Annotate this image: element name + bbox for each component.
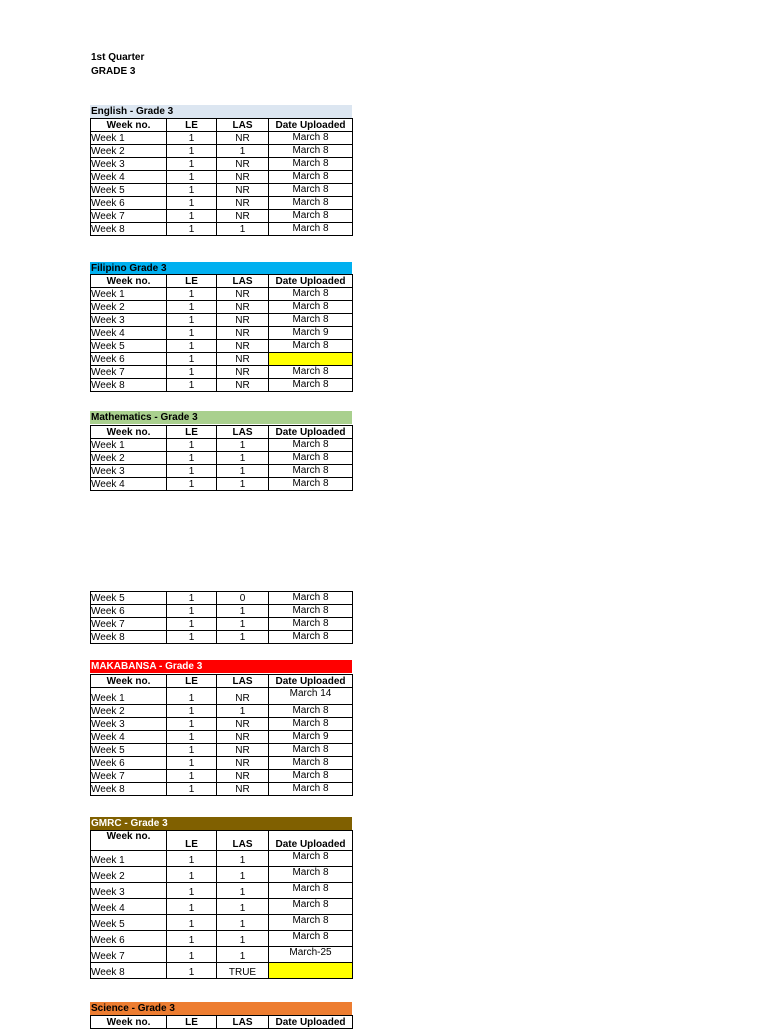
le-cell: 1 <box>167 947 217 963</box>
week-cell: Week 1 <box>91 851 167 867</box>
week-cell: Week 1 <box>91 288 167 301</box>
week-cell: Week 1 <box>91 132 167 145</box>
le-cell: 1 <box>167 171 217 184</box>
las-cell: NR <box>217 340 269 353</box>
las-cell: NR <box>217 718 269 731</box>
date-cell: March 8 <box>269 439 353 452</box>
table-row <box>91 379 353 392</box>
week-cell: Week 6 <box>91 605 167 618</box>
las-cell: 1 <box>217 465 269 478</box>
las-cell: NR <box>217 731 269 744</box>
table-row <box>91 899 353 915</box>
week-cell: Week 4 <box>91 478 167 491</box>
las-cell: 0 <box>217 592 269 605</box>
le-cell: 1 <box>167 197 217 210</box>
week-cell: Week 6 <box>91 197 167 210</box>
date-cell: March 9 <box>269 327 353 340</box>
le-cell: 1 <box>167 223 217 236</box>
week-cell: Week 2 <box>91 145 167 158</box>
week-cell: Week 1 <box>91 439 167 452</box>
english-title: English - Grade 3 <box>90 105 352 118</box>
le-cell: 1 <box>167 465 217 478</box>
col-le: LE <box>167 1016 217 1029</box>
le-cell: 1 <box>167 301 217 314</box>
le-cell: 1 <box>167 915 217 931</box>
table-row <box>91 197 353 210</box>
quarter-label: 1st Quarter <box>91 52 145 63</box>
le-cell: 1 <box>167 618 217 631</box>
week-cell: Week 5 <box>91 915 167 931</box>
las-cell: NR <box>217 314 269 327</box>
table-row <box>91 366 353 379</box>
le-cell: 1 <box>167 145 217 158</box>
le-cell: 1 <box>167 184 217 197</box>
table-row <box>91 757 353 770</box>
le-cell: 1 <box>167 963 217 979</box>
date-cell: March 8 <box>269 340 353 353</box>
table-row <box>91 867 353 883</box>
date-cell: March 8 <box>269 301 353 314</box>
date-cell: March 8 <box>269 618 353 631</box>
filipino-title: Filipino Grade 3 <box>90 262 352 275</box>
table-row <box>91 783 353 796</box>
week-cell: Week 6 <box>91 353 167 366</box>
las-cell: NR <box>217 757 269 770</box>
date-cell: March 8 <box>269 931 353 947</box>
las-cell: NR <box>217 210 269 223</box>
week-cell: Week 8 <box>91 223 167 236</box>
col-las: LAS <box>217 675 269 688</box>
header-row <box>91 1016 353 1029</box>
col-le: LE <box>167 426 217 439</box>
le-cell: 1 <box>167 353 217 366</box>
las-cell: NR <box>217 688 269 705</box>
table-row <box>91 883 353 899</box>
week-cell: Week 5 <box>91 744 167 757</box>
week-cell: Week 4 <box>91 899 167 915</box>
col-le: LE <box>167 831 217 851</box>
le-cell: 1 <box>167 210 217 223</box>
date-cell: March 8 <box>269 210 353 223</box>
week-cell: Week 2 <box>91 452 167 465</box>
las-cell: 1 <box>217 867 269 883</box>
col-le: LE <box>167 675 217 688</box>
week-cell: Week 8 <box>91 631 167 644</box>
las-cell: 1 <box>217 439 269 452</box>
table-row <box>91 770 353 783</box>
las-cell: 1 <box>217 478 269 491</box>
header-row <box>91 119 353 132</box>
las-cell: NR <box>217 366 269 379</box>
le-cell: 1 <box>167 605 217 618</box>
date-cell: March 8 <box>269 718 353 731</box>
le-cell: 1 <box>167 744 217 757</box>
date-cell <box>269 353 353 366</box>
las-cell: 1 <box>217 947 269 963</box>
header-row <box>91 675 353 688</box>
date-cell: March 8 <box>269 770 353 783</box>
le-cell: 1 <box>167 883 217 899</box>
header-row <box>91 426 353 439</box>
table-row <box>91 439 353 452</box>
date-cell: March 8 <box>269 132 353 145</box>
las-cell: NR <box>217 327 269 340</box>
week-cell: Week 4 <box>91 731 167 744</box>
le-cell: 1 <box>167 631 217 644</box>
table-row <box>91 158 353 171</box>
science-title: Science - Grade 3 <box>90 1002 352 1015</box>
gmrc-table <box>90 830 353 979</box>
date-cell: March 8 <box>269 158 353 171</box>
week-cell: Week 7 <box>91 947 167 963</box>
las-cell: NR <box>217 379 269 392</box>
date-cell: March 8 <box>269 145 353 158</box>
header-row <box>91 275 353 288</box>
las-cell: TRUE <box>217 963 269 979</box>
table-row <box>91 963 353 979</box>
col-le: LE <box>167 119 217 132</box>
le-cell: 1 <box>167 931 217 947</box>
table-row <box>91 592 353 605</box>
las-cell: NR <box>217 184 269 197</box>
col-week: Week no. <box>91 119 167 132</box>
week-cell: Week 8 <box>91 379 167 392</box>
date-cell: March 8 <box>269 223 353 236</box>
date-cell: March 8 <box>269 184 353 197</box>
table-row <box>91 314 353 327</box>
date-cell: March 8 <box>269 605 353 618</box>
week-cell: Week 7 <box>91 770 167 783</box>
le-cell: 1 <box>167 288 217 301</box>
week-cell: Week 6 <box>91 931 167 947</box>
date-cell: March 14 <box>269 688 353 705</box>
le-cell: 1 <box>167 478 217 491</box>
le-cell: 1 <box>167 867 217 883</box>
las-cell: NR <box>217 158 269 171</box>
week-cell: Week 3 <box>91 314 167 327</box>
science-table <box>90 1015 353 1029</box>
le-cell: 1 <box>167 366 217 379</box>
week-cell: Week 5 <box>91 184 167 197</box>
date-cell: March 8 <box>269 366 353 379</box>
week-cell: Week 2 <box>91 705 167 718</box>
col-le: LE <box>167 275 217 288</box>
col-date: Date Uploaded <box>269 275 353 288</box>
las-cell: NR <box>217 301 269 314</box>
las-cell: 1 <box>217 618 269 631</box>
las-cell: 1 <box>217 452 269 465</box>
table-row <box>91 223 353 236</box>
date-cell: March 8 <box>269 465 353 478</box>
week-cell: Week 6 <box>91 757 167 770</box>
le-cell: 1 <box>167 327 217 340</box>
le-cell: 1 <box>167 158 217 171</box>
table-row <box>91 145 353 158</box>
week-cell: Week 2 <box>91 301 167 314</box>
date-cell: March 9 <box>269 731 353 744</box>
week-cell: Week 4 <box>91 171 167 184</box>
le-cell: 1 <box>167 592 217 605</box>
las-cell: NR <box>217 171 269 184</box>
date-cell: March 8 <box>269 757 353 770</box>
las-cell: NR <box>217 353 269 366</box>
table-row <box>91 605 353 618</box>
week-cell: Week 3 <box>91 883 167 899</box>
week-cell: Week 4 <box>91 327 167 340</box>
las-cell: 1 <box>217 705 269 718</box>
las-cell: NR <box>217 744 269 757</box>
table-row <box>91 452 353 465</box>
date-cell: March 8 <box>269 783 353 796</box>
las-cell: 1 <box>217 851 269 867</box>
table-row <box>91 631 353 644</box>
col-las: LAS <box>217 119 269 132</box>
col-date: Date Uploaded <box>269 831 353 851</box>
date-cell: March 8 <box>269 899 353 915</box>
las-cell: NR <box>217 197 269 210</box>
date-cell: March 8 <box>269 171 353 184</box>
table-row <box>91 301 353 314</box>
table-row <box>91 705 353 718</box>
week-cell: Week 3 <box>91 718 167 731</box>
date-cell: March 8 <box>269 867 353 883</box>
las-cell: NR <box>217 132 269 145</box>
date-cell: March 8 <box>269 288 353 301</box>
col-week: Week no. <box>91 275 167 288</box>
table-row <box>91 718 353 731</box>
le-cell: 1 <box>167 705 217 718</box>
date-cell: March-25 <box>269 947 353 963</box>
date-cell: March 8 <box>269 851 353 867</box>
col-week: Week no. <box>91 831 167 851</box>
le-cell: 1 <box>167 132 217 145</box>
le-cell: 1 <box>167 899 217 915</box>
mathematics-table <box>90 425 353 491</box>
date-cell: March 8 <box>269 379 353 392</box>
col-date: Date Uploaded <box>269 675 353 688</box>
le-cell: 1 <box>167 379 217 392</box>
las-cell: NR <box>217 783 269 796</box>
date-cell <box>269 963 353 979</box>
table-row <box>91 184 353 197</box>
date-cell: March 8 <box>269 592 353 605</box>
date-cell: March 8 <box>269 314 353 327</box>
col-las: LAS <box>217 275 269 288</box>
week-cell: Week 2 <box>91 867 167 883</box>
table-row <box>91 353 353 366</box>
las-cell: NR <box>217 770 269 783</box>
las-cell: 1 <box>217 223 269 236</box>
table-row <box>91 210 353 223</box>
col-date: Date Uploaded <box>269 119 353 132</box>
date-cell: March 8 <box>269 631 353 644</box>
le-cell: 1 <box>167 757 217 770</box>
gmrc-title: GMRC - Grade 3 <box>90 817 352 830</box>
date-cell: March 8 <box>269 197 353 210</box>
week-cell: Week 7 <box>91 366 167 379</box>
le-cell: 1 <box>167 851 217 867</box>
le-cell: 1 <box>167 439 217 452</box>
table-row <box>91 327 353 340</box>
le-cell: 1 <box>167 688 217 705</box>
table-row <box>91 947 353 963</box>
las-cell: 1 <box>217 883 269 899</box>
le-cell: 1 <box>167 770 217 783</box>
table-row <box>91 744 353 757</box>
le-cell: 1 <box>167 731 217 744</box>
english-table <box>90 118 353 236</box>
las-cell: NR <box>217 288 269 301</box>
grade-label: GRADE 3 <box>91 66 136 77</box>
las-cell: 1 <box>217 915 269 931</box>
col-date: Date Uploaded <box>269 426 353 439</box>
week-cell: Week 8 <box>91 963 167 979</box>
date-cell: March 8 <box>269 705 353 718</box>
table-row <box>91 851 353 867</box>
le-cell: 1 <box>167 783 217 796</box>
week-cell: Week 3 <box>91 465 167 478</box>
las-cell: 1 <box>217 631 269 644</box>
col-date: Date Uploaded <box>269 1016 353 1029</box>
mathematics-title: Mathematics - Grade 3 <box>90 411 352 424</box>
col-week: Week no. <box>91 426 167 439</box>
le-cell: 1 <box>167 340 217 353</box>
week-cell: Week 7 <box>91 618 167 631</box>
makabansa-table <box>90 674 353 796</box>
date-cell: March 8 <box>269 915 353 931</box>
date-cell: March 8 <box>269 452 353 465</box>
col-week: Week no. <box>91 1016 167 1029</box>
week-cell: Week 7 <box>91 210 167 223</box>
le-cell: 1 <box>167 718 217 731</box>
makabansa-title: MAKABANSA - Grade 3 <box>90 660 352 673</box>
table-row <box>91 915 353 931</box>
table-row <box>91 171 353 184</box>
date-cell: March 8 <box>269 744 353 757</box>
col-las: LAS <box>217 1016 269 1029</box>
las-cell: 1 <box>217 605 269 618</box>
col-week: Week no. <box>91 675 167 688</box>
col-las: LAS <box>217 831 269 851</box>
table-row <box>91 288 353 301</box>
table-row <box>91 465 353 478</box>
week-cell: Week 1 <box>91 688 167 705</box>
las-cell: 1 <box>217 899 269 915</box>
week-cell: Week 5 <box>91 592 167 605</box>
table-row <box>91 132 353 145</box>
col-las: LAS <box>217 426 269 439</box>
table-row <box>91 931 353 947</box>
table-row <box>91 731 353 744</box>
date-cell: March 8 <box>269 478 353 491</box>
week-cell: Week 5 <box>91 340 167 353</box>
table-row <box>91 618 353 631</box>
table-row <box>91 340 353 353</box>
table-row <box>91 478 353 491</box>
le-cell: 1 <box>167 314 217 327</box>
las-cell: 1 <box>217 145 269 158</box>
mathematics-table-continued <box>90 591 353 644</box>
le-cell: 1 <box>167 452 217 465</box>
las-cell: 1 <box>217 931 269 947</box>
filipino-table <box>90 274 353 392</box>
week-cell: Week 3 <box>91 158 167 171</box>
table-row <box>91 688 353 705</box>
week-cell: Week 8 <box>91 783 167 796</box>
header-row <box>91 831 353 851</box>
date-cell: March 8 <box>269 883 353 899</box>
